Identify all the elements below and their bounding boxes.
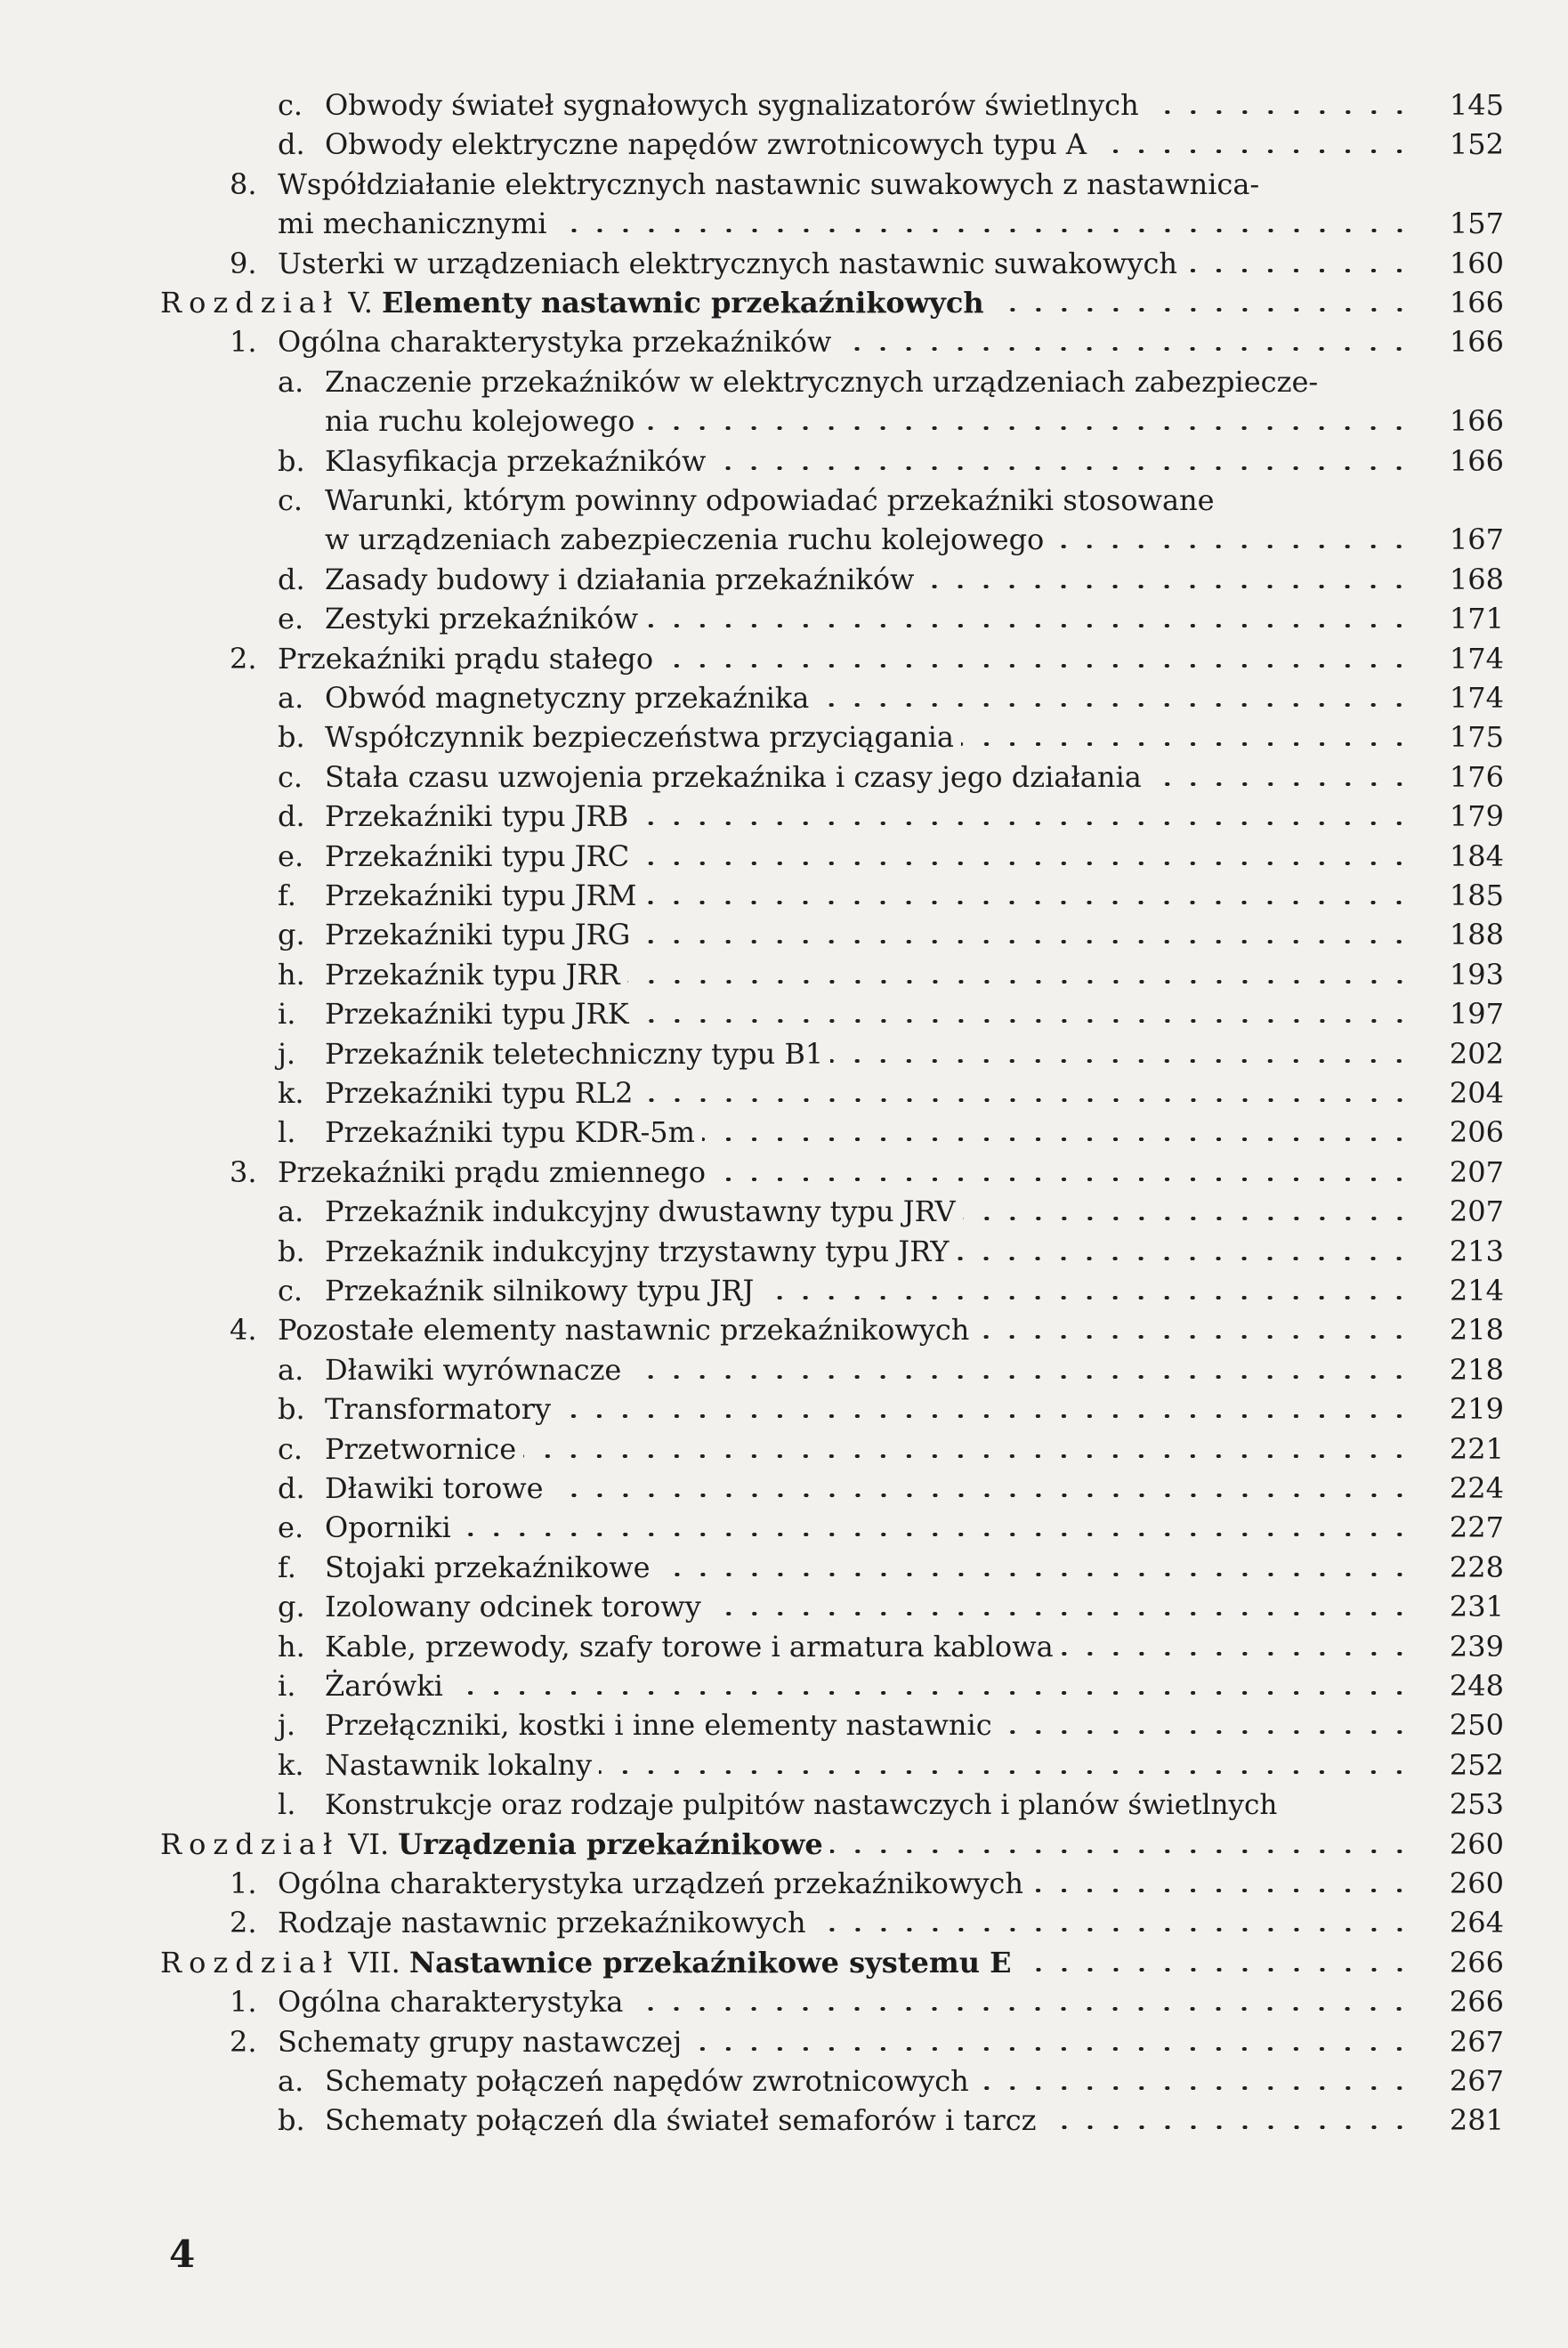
page-ref: 206 xyxy=(1449,1115,1504,1150)
entry-title: Przetwornice xyxy=(325,1431,517,1466)
entry-title: Ogólna charakterystyka xyxy=(278,1985,624,2020)
chapter-number: VI. xyxy=(348,1826,390,1861)
entry-number: i. xyxy=(278,1669,296,1703)
dot-leader xyxy=(1031,1889,1412,1892)
toc-entry-row xyxy=(230,206,1504,241)
page-ref: 193 xyxy=(1449,957,1504,992)
entry-number: h. xyxy=(278,957,305,992)
toc-entry-row xyxy=(278,562,1504,597)
entry-number: g. xyxy=(278,918,305,952)
entry-number: e. xyxy=(278,1510,304,1545)
dot-leader xyxy=(450,1691,1412,1695)
dot-leader xyxy=(642,426,1412,430)
dot-leader xyxy=(1051,545,1412,548)
page-ref: 239 xyxy=(1449,1629,1504,1664)
toc-entry-row xyxy=(278,798,1504,834)
entry-number: a. xyxy=(278,1194,304,1229)
page-ref: 281 xyxy=(1449,2103,1504,2138)
dot-leader xyxy=(551,1494,1412,1497)
entry-number: f. xyxy=(278,878,296,912)
dot-leader xyxy=(702,1138,1412,1141)
entry-number: j. xyxy=(278,1708,296,1743)
entry-number: b. xyxy=(278,1234,305,1268)
dot-leader xyxy=(816,703,1412,707)
entry-number: b. xyxy=(278,720,305,755)
entry-number: g. xyxy=(278,1590,305,1624)
toc-entry-row xyxy=(230,324,1504,360)
toc-entry-row xyxy=(278,403,1504,439)
entry-title: mi mechanicznymi xyxy=(278,206,547,241)
dot-leader xyxy=(1146,110,1412,114)
toc-entry-row xyxy=(230,2024,1504,2060)
dot-leader xyxy=(658,1573,1412,1576)
page-ref: 260 xyxy=(1449,1866,1504,1900)
entry-number: 4. xyxy=(230,1313,257,1348)
entry-title: Ogólna charakterystyka urządzeń przekaźnikowych xyxy=(278,1866,1023,1900)
entry-number: b. xyxy=(278,2103,305,2138)
toc-entry-row xyxy=(278,996,1504,1032)
toc-entry-row xyxy=(278,1352,1504,1388)
dot-leader xyxy=(628,1375,1412,1379)
page-ref: 224 xyxy=(1449,1471,1504,1505)
dot-leader xyxy=(599,1770,1412,1774)
page-ref: 166 xyxy=(1449,286,1504,320)
entry-title: Stała czasu uzwojenia przekaźnika i czasy jego działania xyxy=(325,759,1142,794)
page-ref: 214 xyxy=(1449,1274,1504,1308)
toc-chapter-row xyxy=(160,285,1504,320)
entry-title: Przekaźnik indukcyjny trzystawny typu JRY xyxy=(325,1234,950,1268)
toc-entry-row xyxy=(230,1866,1504,1901)
entry-number: k. xyxy=(278,1747,304,1782)
toc-entry-row xyxy=(278,1786,1504,1822)
entry-title: Izolowany odcinek torowy xyxy=(325,1590,701,1624)
toc-entry-row xyxy=(278,878,1504,913)
entry-title: Znaczenie przekaźników w elektrycznych urządzeniach zabezpiecze- xyxy=(325,364,1319,399)
entry-title: Zestyki przekaźników xyxy=(325,602,639,636)
entry-title: Stojaki przekaźnikowe xyxy=(325,1550,651,1584)
page-ref: 166 xyxy=(1449,443,1504,478)
toc-entry-row xyxy=(278,126,1504,162)
entry-title: Współdziałanie elektrycznych nastawnic suwakowych z nastawnica- xyxy=(278,166,1260,201)
entry-title: Warunki, którym powinny odpowiadać przekaźniki stosowane xyxy=(325,483,1215,517)
dot-leader xyxy=(523,1454,1412,1458)
page-ref: 231 xyxy=(1449,1590,1504,1624)
entry-title: Schematy połączeń napędów zwrotnicowych xyxy=(325,2064,969,2098)
page-ref: 188 xyxy=(1449,918,1504,952)
toc-entry-row xyxy=(278,1470,1504,1506)
entry-number: c. xyxy=(278,1431,303,1466)
page-ref: 145 xyxy=(1449,88,1504,122)
page-ref: 166 xyxy=(1449,404,1504,439)
chapter-number: VII. xyxy=(348,1945,400,1980)
entry-number: b. xyxy=(278,443,305,478)
dot-leader xyxy=(643,901,1412,904)
entry-number: 1. xyxy=(230,1866,257,1900)
toc-entry-row xyxy=(278,2102,1504,2138)
entry-title: Przekaźniki prądu zmiennego xyxy=(278,1154,706,1189)
page-ref: 267 xyxy=(1449,2024,1504,2059)
toc-entry-row xyxy=(278,364,1504,400)
toc-entry-row xyxy=(230,1154,1504,1190)
dot-leader xyxy=(1019,1968,1412,1972)
entry-title: Przekaźniki typu JRC xyxy=(325,838,630,873)
entry-title: Przekaźnik indukcyjny dwustawny typu JRV xyxy=(325,1194,956,1229)
dot-leader xyxy=(636,1019,1412,1023)
entry-number: k. xyxy=(278,1076,304,1110)
entry-number: c. xyxy=(278,1274,303,1308)
entry-title: Nastawnik lokalny xyxy=(325,1747,593,1782)
page-ref: 167 xyxy=(1449,522,1504,557)
entry-number: d. xyxy=(278,1471,305,1505)
chapter-title: Urządzenia przekaźnikowe xyxy=(398,1826,823,1861)
toc-entry-row xyxy=(278,1668,1504,1704)
toc-entry-row xyxy=(278,87,1504,123)
toc-entry-row xyxy=(278,1036,1504,1072)
entry-title: Przekaźnik teletechniczny typu B1 xyxy=(325,1036,824,1071)
toc-entry-row xyxy=(278,1075,1504,1111)
dot-leader xyxy=(1061,1652,1412,1656)
page-ref: 260 xyxy=(1449,1826,1504,1861)
toc-entry-row xyxy=(278,522,1504,557)
entry-number: c. xyxy=(278,483,303,517)
entry-number: a. xyxy=(278,364,304,399)
dot-leader xyxy=(635,822,1412,825)
entry-number: d. xyxy=(278,127,305,162)
dot-leader xyxy=(830,1850,1412,1853)
dot-leader xyxy=(713,466,1412,470)
entry-number: a. xyxy=(278,681,304,715)
toc-entry-row xyxy=(230,1984,1504,2020)
page-ref: 267 xyxy=(1449,2064,1504,2098)
chapter-label: Rozdział xyxy=(160,286,340,320)
dot-leader xyxy=(961,742,1412,746)
toc-entry-row xyxy=(278,680,1504,716)
dot-leader xyxy=(921,585,1412,588)
dot-leader xyxy=(1184,269,1412,272)
dot-leader xyxy=(830,1059,1412,1063)
dot-leader xyxy=(813,1928,1412,1931)
toc-entry-row xyxy=(278,1707,1504,1743)
entry-number: e. xyxy=(278,602,304,636)
entry-title: Dławiki torowe xyxy=(325,1471,544,1505)
dot-leader xyxy=(976,1335,1412,1339)
entry-number: f. xyxy=(278,1550,296,1584)
dot-leader xyxy=(999,1730,1412,1734)
entry-title: Ogólna charakterystyka przekaźników xyxy=(278,325,832,360)
dot-leader xyxy=(627,980,1412,984)
page-number: 4 xyxy=(169,2232,196,2276)
toc-entry-row xyxy=(278,1273,1504,1308)
entry-title: Zasady budowy i działania przekaźników xyxy=(325,562,915,596)
entry-title: Przekaźniki typu KDR-5m xyxy=(325,1115,695,1150)
entry-title: Obwody świateł sygnałowych sygnalizatorów świetlnych xyxy=(325,88,1139,122)
dot-leader xyxy=(689,2047,1412,2051)
entry-title: Przekaźniki typu JRG xyxy=(325,918,631,952)
dot-leader xyxy=(761,1296,1412,1299)
toc-entry-row xyxy=(230,166,1504,202)
entry-title: Rodzaje nastawnic przekaźnikowych xyxy=(278,1906,806,1940)
entry-title: Obwód magnetyczny przekaźnika xyxy=(325,681,810,715)
entry-title: Przekaźnik silnikowy typu JRJ xyxy=(325,1274,755,1308)
entry-number: l. xyxy=(278,1115,296,1150)
toc-entry-row xyxy=(230,246,1504,281)
entry-title: Kable, przewody, szafy torowe i armatura kablowa xyxy=(325,1629,1054,1664)
entry-title: Przekaźniki prądu stałego xyxy=(278,641,654,676)
entry-number: 2. xyxy=(230,1906,257,1940)
entry-number: 2. xyxy=(230,641,257,676)
entry-number: 1. xyxy=(230,1985,257,2020)
entry-title: Przekaźniki typu JRB xyxy=(325,799,629,834)
page-ref: 184 xyxy=(1449,838,1504,873)
dot-leader xyxy=(1044,2125,1413,2129)
entry-title: w urządzeniach zabezpieczenia ruchu kolejowego xyxy=(325,522,1045,557)
entry-number: e. xyxy=(278,838,304,873)
entry-number: d. xyxy=(278,562,305,596)
page-ref: 152 xyxy=(1449,127,1504,162)
dot-leader xyxy=(660,664,1412,668)
toc-entry-row xyxy=(278,1550,1504,1585)
dot-leader xyxy=(956,1257,1412,1260)
entry-number: a. xyxy=(278,1352,304,1387)
dot-leader xyxy=(558,1414,1412,1418)
entry-title: Przekaźniki typu RL2 xyxy=(325,1076,634,1110)
toc-chapter-row xyxy=(160,1826,1504,1862)
entry-number: c. xyxy=(278,759,303,794)
page-ref: 197 xyxy=(1449,997,1504,1032)
dot-leader xyxy=(1094,150,1412,153)
entry-title: Przekaźniki typu JRK xyxy=(325,997,629,1032)
entry-title: Przełączniki, kostki i inne elementy nastawnic xyxy=(325,1708,992,1743)
page-ref: 179 xyxy=(1449,799,1504,834)
page-ref: 266 xyxy=(1449,1945,1504,1980)
entry-number: i. xyxy=(278,997,296,1032)
page-ref: 228 xyxy=(1449,1550,1504,1584)
page-ref: 264 xyxy=(1449,1906,1504,1940)
entry-number: 8. xyxy=(230,166,257,201)
page-ref: 185 xyxy=(1449,878,1504,912)
entry-title: Przekaźniki typu JRM xyxy=(325,878,637,912)
toc-entry-row xyxy=(278,1510,1504,1545)
entry-number: h. xyxy=(278,1629,305,1664)
page-ref: 176 xyxy=(1449,759,1504,794)
chapter-title: Nastawnice przekaźnikowe systemu E xyxy=(408,1945,1012,1980)
toc-entry-row xyxy=(230,1312,1504,1348)
dot-leader xyxy=(630,2007,1412,2011)
page-ref: 207 xyxy=(1449,1194,1504,1229)
entry-title: Obwody elektryczne napędów zwrotnicowych typu A xyxy=(325,127,1087,162)
page-ref: 166 xyxy=(1449,325,1504,360)
entry-number: j. xyxy=(278,1036,296,1071)
dot-leader xyxy=(554,229,1412,232)
entry-title: Konstrukcje oraz rodzaje pulpitów nastawczych i planów świetlnych xyxy=(325,1789,1278,1822)
page-ref: 253 xyxy=(1449,1787,1504,1822)
entry-title: nia ruchu kolejowego xyxy=(325,404,635,439)
page-ref: 252 xyxy=(1449,1747,1504,1782)
page-ref: 202 xyxy=(1449,1036,1504,1071)
toc-entry-row xyxy=(278,957,1504,992)
page-ref: 171 xyxy=(1449,602,1504,636)
page-ref: 160 xyxy=(1449,246,1504,280)
entry-title: Przekaźnik typu JRR xyxy=(325,957,620,992)
entry-title: Żarówki xyxy=(325,1669,443,1703)
entry-title: Pozostałe elementy nastawnic przekaźnikowych xyxy=(278,1313,970,1348)
toc-entry-row xyxy=(278,719,1504,755)
toc-entry-row xyxy=(278,838,1504,874)
page-ref: 248 xyxy=(1449,1669,1504,1703)
page-ref: 218 xyxy=(1449,1352,1504,1387)
dot-leader xyxy=(708,1612,1412,1615)
entry-title: Oporniki xyxy=(325,1510,451,1545)
toc-entry-row xyxy=(278,1629,1504,1664)
toc-entry-row xyxy=(230,641,1504,676)
page-ref: 204 xyxy=(1449,1076,1504,1110)
page-ref: 218 xyxy=(1449,1313,1504,1348)
entry-number: b. xyxy=(278,1392,305,1427)
dot-leader xyxy=(636,862,1412,865)
page-ref: 266 xyxy=(1449,1985,1504,2020)
dot-leader xyxy=(1149,782,1412,786)
page-ref: 250 xyxy=(1449,1708,1504,1743)
dot-leader xyxy=(645,624,1412,627)
page-ref: 221 xyxy=(1449,1431,1504,1466)
toc-entry-row xyxy=(278,2063,1504,2099)
entry-number: 2. xyxy=(230,2024,257,2059)
entry-number: 1. xyxy=(230,325,257,360)
page-ref: 174 xyxy=(1449,641,1504,676)
toc-entry-row xyxy=(278,1747,1504,1783)
toc-entry-row xyxy=(278,1431,1504,1467)
entry-number: c. xyxy=(278,88,303,122)
page-ref: 219 xyxy=(1449,1392,1504,1427)
page-ref: 157 xyxy=(1449,206,1504,241)
toc-entry-row xyxy=(278,759,1504,795)
chapter-number: V. xyxy=(348,286,373,320)
chapter-title: Elementy nastawnic przekaźnikowych xyxy=(381,286,984,320)
chapter-label: Rozdział xyxy=(160,1826,340,1861)
toc-entry-row xyxy=(278,482,1504,518)
dot-leader xyxy=(976,2086,1412,2090)
dot-leader xyxy=(963,1217,1412,1220)
entry-title: Schematy grupy nastawczej xyxy=(278,2024,683,2059)
entry-title: Współczynnik bezpieczeństwa przyciągania xyxy=(325,720,954,755)
toc-entry-row xyxy=(278,1114,1504,1150)
page-ref: 174 xyxy=(1449,681,1504,715)
chapter-label: Rozdział xyxy=(160,1945,340,1980)
dot-leader xyxy=(713,1178,1412,1181)
page-ref: 227 xyxy=(1449,1510,1504,1545)
entry-title: Transformatory xyxy=(325,1392,552,1427)
dot-leader xyxy=(991,308,1412,312)
entry-title: Schematy połączeń dla świateł semaforów i tarcz xyxy=(325,2103,1037,2138)
toc-entry-row xyxy=(278,1194,1504,1229)
page-ref: 168 xyxy=(1449,562,1504,596)
dot-leader xyxy=(458,1533,1412,1536)
toc-chapter-row xyxy=(160,1945,1504,1980)
entry-title: Klasyfikacja przekaźników xyxy=(325,443,707,478)
dot-leader xyxy=(838,347,1412,351)
dot-leader xyxy=(641,1098,1413,1102)
toc-entry-row xyxy=(278,1391,1504,1427)
entry-number: l. xyxy=(278,1787,296,1822)
entry-number: 3. xyxy=(230,1154,257,1189)
dot-leader xyxy=(637,940,1412,943)
toc-entry-row xyxy=(278,917,1504,952)
entry-title: Usterki w urządzeniach elektrycznych nastawnic suwakowych xyxy=(278,246,1178,280)
entry-number: a. xyxy=(278,2064,304,2098)
entry-number: 9. xyxy=(230,246,257,280)
page-ref: 207 xyxy=(1449,1154,1504,1189)
entry-number: d. xyxy=(278,799,305,834)
page-ref: 175 xyxy=(1449,720,1504,755)
toc-entry-row xyxy=(278,1234,1504,1269)
toc-entry-row xyxy=(278,601,1504,636)
toc-entry-row xyxy=(278,443,1504,479)
toc-entry-row xyxy=(230,1905,1504,1940)
entry-title: Dławiki wyrównacze xyxy=(325,1352,622,1387)
page-ref: 213 xyxy=(1449,1234,1504,1268)
toc-entry-row xyxy=(278,1589,1504,1624)
